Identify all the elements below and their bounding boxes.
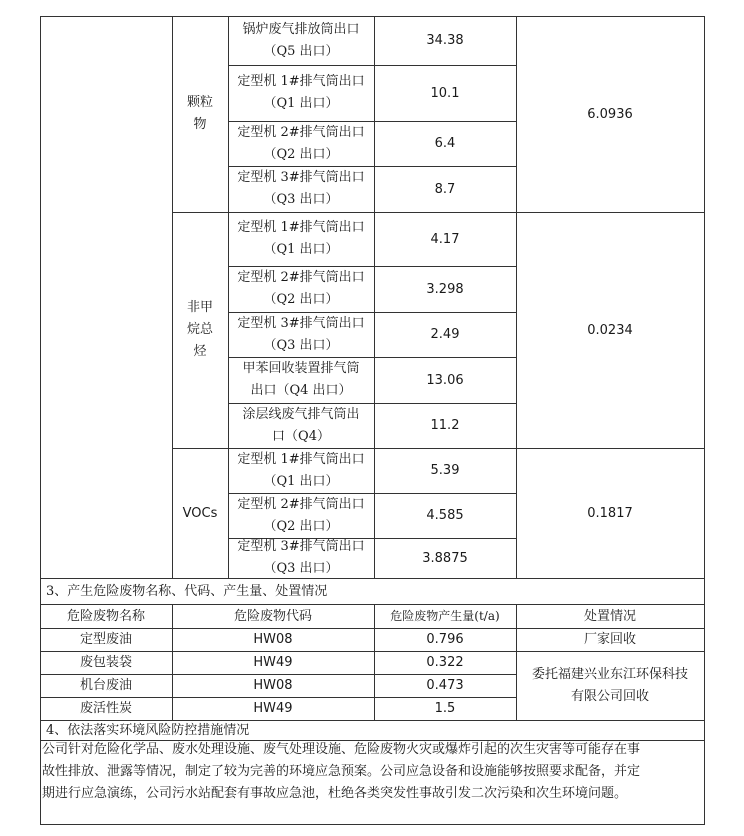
value-cell: 6.4 xyxy=(434,136,456,151)
outlet-cell: 定型机 2#排气筒出口 （Q2 出口） xyxy=(237,270,365,307)
waste-amount-cell: 1.5 xyxy=(434,701,456,716)
section4-title: 4、依法落实环境风险防控措施情况 xyxy=(46,722,250,738)
outlet-cell: 定型机 2#排气筒出口 （Q2 出口） xyxy=(237,496,365,534)
total-cell-nmhc: 0.0234 xyxy=(587,322,633,338)
value-cell: 4.585 xyxy=(426,508,464,523)
waste-code-cell: HW49 xyxy=(253,701,293,716)
outlet-cell: 锅炉废气排放筒出口 （Q5 出口） xyxy=(242,21,360,59)
waste-amount-cell: 0.796 xyxy=(426,632,464,647)
table-right-border xyxy=(704,16,705,824)
outlet-cell: 定型机 1#排气筒出口 （Q1 出口） xyxy=(237,220,365,257)
waste-code-cell: HW08 xyxy=(253,632,293,647)
waste-name-cell: 废包装袋 xyxy=(79,655,132,670)
waste-amount-cell: 0.473 xyxy=(426,678,464,693)
value-cell: 8.7 xyxy=(434,181,456,197)
outlet-cell: 定型机 2#排气筒出口 （Q2 出口） xyxy=(237,124,365,162)
outlet-cell: 定型机 1#排气筒出口 （Q1 出口） xyxy=(237,74,365,111)
pollutant-label-particulate: 颗粒物 xyxy=(186,95,213,132)
outlet-cell: 甲苯回收装置排气筒 出口（Q4 出口） xyxy=(242,361,360,398)
outlet-cell: 涂层线废气排气筒出 口（Q4） xyxy=(242,406,360,444)
waste-code-cell: HW08 xyxy=(253,678,293,693)
disposal-cell-manufacturer: 厂家回收 xyxy=(583,632,636,647)
value-cell: 11.2 xyxy=(430,418,460,433)
waste-name-cell: 废活性炭 xyxy=(79,701,132,716)
value-cell: 10.1 xyxy=(430,85,460,101)
section4-paragraph: 公司针对危险化学品、废水处理设施、废气处理设施、危险废物火灾或爆炸引起的次生灾害等可能存在事 故性排放、泄露等情况，制定了较为完善的环境应急预案。公司应急设备和设施能够按照要求配备，并定 期进行应急演练，公司污水站配套有事故应急池，杜绝各类突发性事故引发二次污染和次生环境问题。 xyxy=(42,742,641,801)
value-cell: 34.38 xyxy=(426,33,464,48)
value-cell: 3.298 xyxy=(426,281,464,297)
pollutant-label-nmhc: 非甲烷总烃 xyxy=(186,300,213,359)
waste-amount-cell: 0.322 xyxy=(426,655,464,670)
outlet-cell: 定型机 3#排气筒出口 （Q3 出口） xyxy=(237,315,365,353)
section3-title: 3、产生危险废物名称、代码、产生量、处置情况 xyxy=(46,583,328,599)
table-bottom-border xyxy=(40,824,705,825)
waste-code-cell: HW49 xyxy=(253,655,293,670)
value-cell: 5.39 xyxy=(430,463,460,478)
outlet-cell: 定型机 3#排气筒出口 （Q3 出口） xyxy=(237,170,365,207)
total-cell-particulate: 6.0936 xyxy=(587,106,633,122)
pollutant-label-vocs: VOCs xyxy=(182,505,218,521)
header-waste-name: 危险废物名称 xyxy=(66,608,145,624)
outlet-cell: 定型机 1#排气筒出口 （Q1 出口） xyxy=(237,451,365,489)
value-cell: 13.06 xyxy=(426,372,464,388)
value-cell: 2.49 xyxy=(430,327,460,342)
header-waste-code: 危险废物代码 xyxy=(233,608,312,624)
outlet-cell: 定型机 3#排气筒出口 （Q3 出口） xyxy=(237,539,365,576)
waste-name-cell: 机台废油 xyxy=(79,678,132,693)
value-cell: 3.8875 xyxy=(422,550,468,566)
total-cell-vocs: 0.1817 xyxy=(587,505,633,521)
disposal-cell-contractor: 委托福建兴业东江环保科技 有限公司回收 xyxy=(531,666,688,704)
header-waste-amount: 危险废物产生量(t/a) xyxy=(390,608,500,623)
value-cell: 4.17 xyxy=(430,231,460,247)
waste-name-cell: 定型废油 xyxy=(79,632,132,647)
header-disposal: 处置情况 xyxy=(583,608,636,624)
